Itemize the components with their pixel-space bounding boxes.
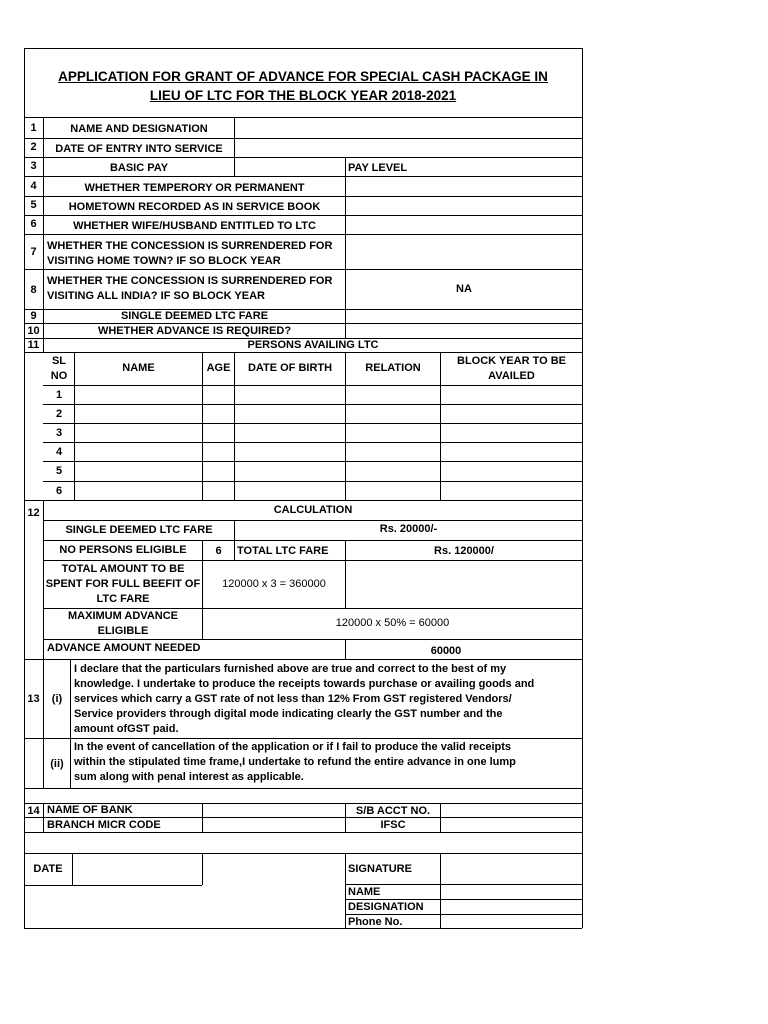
label-total-amount-line-3: LTC FARE (96, 593, 150, 605)
row-number: 11 (27, 339, 40, 351)
hline (43, 385, 582, 386)
hline (24, 352, 582, 353)
label-concession-allindia-line-2: VISITING ALL INDIA? IF SO BLOCK YEAR (47, 290, 265, 302)
row-number: 5 (30, 199, 37, 211)
declaration-ii-line: In the event of cancellation of the application or if I fail to produce the valid receipts (74, 741, 512, 753)
label-single-deemed-fare: SINGLE DEEMED LTC FARE (120, 310, 269, 322)
calculation-heading: CALCULATION (273, 504, 353, 516)
header-dob: DATE OF BIRTH (247, 362, 333, 374)
row-number: 9 (30, 310, 37, 322)
label-phone-no: Phone No. (348, 916, 403, 928)
value-advance-needed: 60000 (430, 645, 462, 657)
label-pay-level: PAY LEVEL (348, 162, 408, 174)
label-calc-single-fare: SINGLE DEEMED LTC FARE (65, 524, 213, 536)
hline (43, 461, 582, 462)
row-number: 2 (30, 141, 37, 153)
row-number: 3 (30, 160, 37, 172)
label-max-advance-line-1: MAXIMUM ADVANCE (68, 610, 178, 622)
hline (24, 788, 582, 789)
label-total-amount-line-1: TOTAL AMOUNT TO BE (61, 563, 185, 575)
vline (345, 560, 346, 608)
label-footer-name: NAME (348, 886, 381, 898)
row-number: 14 (27, 805, 40, 817)
label-concession-allindia-line-1: WHETHER THE CONCESSION IS SURRENDERED FOR (47, 275, 333, 287)
hline (24, 234, 582, 235)
label-total-ltc-fare: TOTAL LTC FARE (237, 545, 329, 557)
vline (345, 157, 346, 338)
label-bank-name: NAME OF BANK (47, 804, 133, 816)
label-name-designation: NAME AND DESIGNATION (70, 123, 208, 135)
label-temporary-permanent: WHETHER TEMPERORY OR PERMANENT (84, 182, 305, 194)
label-concession-hometown-line-1: WHETHER THE CONCESSION IS SURRENDERED FOR (47, 240, 333, 252)
value-total-amount: 120000 x 3 = 360000 (222, 578, 326, 590)
row-number: 1 (30, 122, 37, 134)
value-max-advance: 120000 x 50% = 60000 (335, 617, 450, 629)
hline (43, 738, 582, 739)
hline (24, 269, 582, 270)
table-row-serial: 5 (55, 465, 63, 477)
frame-right (582, 48, 583, 928)
label-persons-availing: PERSONS AVAILING LTC (247, 339, 379, 351)
table-row-serial: 1 (55, 389, 63, 401)
vline (440, 853, 441, 928)
declaration-i-line: services which carry a GST rate of not less than 12% From GST registered Vendors/ (74, 693, 512, 705)
value-total-ltc-fare: Rs. 120000/ (434, 545, 494, 557)
declaration-i-line: knowledge. I undertake to produce the receipts towards purchase or availing goods and (74, 678, 535, 690)
hline (24, 138, 582, 139)
label-date: DATE (33, 863, 63, 875)
header-age: AGE (206, 362, 231, 374)
hline (24, 500, 582, 501)
header-relation: RELATION (365, 362, 421, 374)
value-concession-allindia: NA (456, 283, 472, 295)
hline (24, 832, 582, 833)
hline (24, 215, 582, 216)
row-number: 10 (27, 325, 40, 337)
label-basic-pay: BASIC PAY (109, 162, 169, 174)
vline (72, 853, 73, 885)
header-availed: AVAILED (488, 370, 535, 382)
hline (43, 404, 582, 405)
hline (43, 442, 582, 443)
hline (24, 885, 202, 886)
hline (43, 423, 582, 424)
row-number: 7 (30, 246, 37, 258)
declaration-i-line: Service providers through digital mode indicating clearly the GST number and the (74, 708, 503, 720)
table-row-serial: 4 (55, 446, 63, 458)
label-signature: SIGNATURE (348, 863, 412, 875)
label-hometown: HOMETOWN RECORDED AS IN SERVICE BOOK (68, 201, 321, 213)
label-date-of-entry: DATE OF ENTRY INTO SERVICE (55, 143, 223, 155)
label-footer-designation: DESIGNATION (348, 901, 424, 913)
label-max-advance-line-2: ELIGIBLE (97, 625, 149, 637)
label-persons-eligible: NO PERSONS ELIGIBLE (59, 544, 187, 556)
label-total-amount-line-2: SPENT FOR FULL BEEFIT OF (45, 578, 201, 590)
label-advance-required: WHETHER ADVANCE IS REQUIRED? (97, 325, 292, 337)
hline (24, 117, 582, 118)
declaration-i-line: amount ofGST paid. (74, 723, 179, 735)
row-number: 13 (27, 693, 40, 705)
hline (24, 157, 582, 158)
label-concession-hometown-line-2: VISITING HOME TOWN? IF SO BLOCK YEAR (47, 255, 281, 267)
table-row-serial: 2 (55, 408, 63, 420)
hline (43, 540, 582, 541)
table-row-serial: 6 (55, 485, 63, 497)
hline (24, 659, 582, 660)
vline (234, 117, 235, 157)
vline (234, 157, 235, 176)
hline (43, 639, 582, 640)
frame-bottom (24, 928, 582, 929)
header-name: NAME (122, 362, 155, 374)
hline (43, 481, 582, 482)
row-number: 6 (30, 218, 37, 230)
vline (234, 540, 235, 560)
frame-top (24, 48, 582, 49)
header-sl: SL (51, 355, 67, 367)
header-block-year: BLOCK YEAR TO BE (457, 355, 566, 367)
label-ifsc: IFSC (380, 819, 406, 831)
value-calc-single-fare: Rs. 20000/- (379, 523, 438, 535)
hline (43, 520, 582, 521)
label-advance-needed: ADVANCE AMOUNT NEEDED (47, 642, 201, 654)
declaration-ii-label: (ii) (50, 758, 64, 770)
table-row-serial: 3 (55, 427, 63, 439)
hline (43, 560, 582, 561)
vline (70, 659, 71, 788)
hline (345, 884, 582, 885)
form-title-line-2: LIEU OF LTC FOR THE BLOCK YEAR 2018-2021 (149, 88, 457, 103)
vline (345, 853, 346, 928)
vline (202, 803, 203, 832)
declaration-i-label: (i) (51, 693, 63, 705)
hline (24, 176, 582, 177)
value-persons-eligible: 6 (215, 545, 222, 557)
label-spouse-entitled: WHETHER WIFE/HUSBAND ENTITLED TO LTC (73, 220, 316, 232)
declaration-ii-line: within the stipulated time frame,I undertake to refund the entire advance in one lump (74, 756, 516, 768)
vline (440, 803, 441, 832)
label-sb-account: S/B ACCT NO. (355, 805, 431, 817)
header-no: NO (50, 370, 68, 382)
hline (24, 196, 582, 197)
row-number: 12 (27, 507, 40, 519)
hline (24, 853, 582, 854)
vline (202, 853, 203, 885)
vline (43, 803, 44, 832)
form-title-line-1: APPLICATION FOR GRANT OF ADVANCE FOR SPECIAL CASH PACKAGE IN (58, 69, 548, 84)
row-number: 8 (30, 284, 37, 296)
label-micr-code: BRANCH MICR CODE (47, 819, 161, 831)
row-number: 4 (30, 180, 37, 192)
declaration-i-line: I declare that the particulars furnished above are true and correct to the best of my (74, 663, 507, 675)
declaration-ii-line: sum along with penal interest as applicable. (74, 771, 304, 783)
